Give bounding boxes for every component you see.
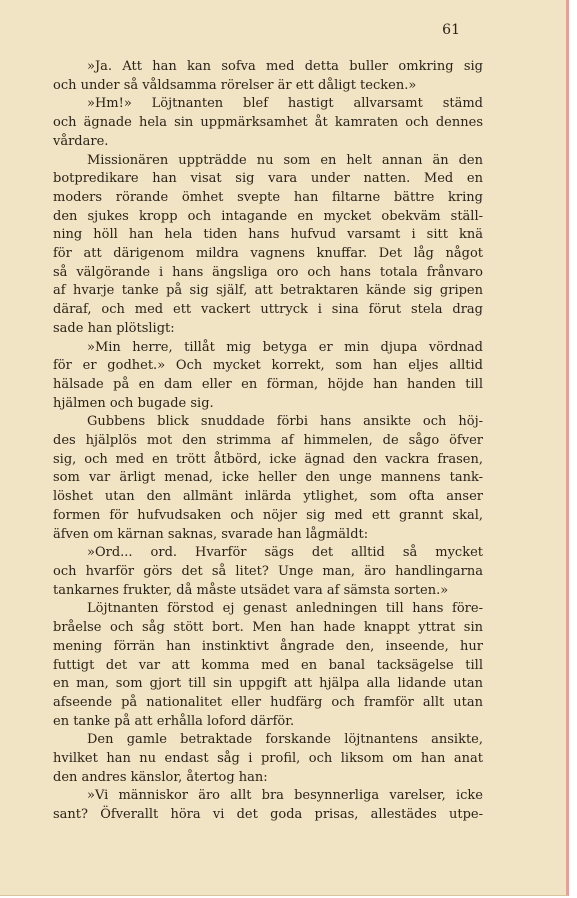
text-line: äfven om kärnan saknas, svarade han lågmäldt: [53, 526, 369, 542]
text-line: futtigt det var att komma med en banal tacksägelse till [53, 657, 483, 673]
text-line: sant? Öfverallt höra vi det goda prisas, allestädes utpe- [53, 807, 483, 823]
text-line: formen för hufvudsaken och nöjer sig med ett grannt skal, [53, 507, 483, 523]
text-line: för er godhet.» Och mycket korrekt, som han eljes alltid [53, 358, 483, 374]
text-line: af hvarje tanke på sig själf, att betraktaren kände sig gripen [53, 283, 483, 299]
text-line: des hjälplös mot den strimma af himmelen, de sågo öfver [53, 433, 483, 449]
text-line: hjälmen och bugade sig. [53, 395, 214, 411]
text-line: hvilket han nu endast såg i profil, och liksom om han anat [53, 751, 483, 767]
text-line: ning höll han hela tiden hans hufvud varsamt i sitt knä [53, 227, 483, 243]
text-line: mening förrän han instinktivt ångrade den, inseende, hur [53, 638, 483, 654]
text-line: sig, och med en trött åtbörd, icke ägnad den vackra frasen, [53, 451, 483, 467]
text-line: bråelse och såg stött bort. Men han hade knappt yttrat sin [53, 620, 483, 636]
text-line: »Ja. Att han kan sofva med detta buller omkring sig [87, 59, 483, 74]
body-text [53, 58, 483, 825]
text-line: »Ord... ord. Hvarför sägs det alltid så mycket [87, 545, 483, 561]
text-line: en man, som gjort till sin uppgift att hjälpa alla lidande utan [53, 676, 483, 692]
text-line: »Min herre, tillåt mig betyga er min djupa vördnad [87, 339, 483, 355]
text-line: och under så våldsamma rörelser är ett dåligt tecken.» [53, 77, 417, 93]
text-line: vårdare. [53, 133, 109, 149]
text-line: »Hm!» Löjtnanten blef hastigt allvarsamt stämd [87, 96, 483, 112]
text-line: den sjukes kropp och intagande en mycket obekväm ställ- [53, 208, 483, 224]
text-line: så välgörande i hans ängsliga oro och hans totala frånvaro [53, 264, 483, 280]
text-line: däraf, och med ett vackert uttryck i sina förut stela drag [53, 302, 483, 318]
text-line: en tanke på att erhålla loford därför. [53, 713, 295, 729]
text-line: som var ärligt menad, icke heller den unge mannens tank- [53, 470, 483, 486]
text-line: tankarnes frukter, då måste utsädet vara af sämsta sorten.» [53, 582, 449, 598]
text-line: sade han plötsligt: [53, 320, 175, 336]
text-line: löshet utan den allmänt inlärda ytlighet, som ofta anser [53, 489, 483, 505]
text-line: »Vi människor äro allt bra besynnerliga varelser, icke [87, 788, 483, 804]
text-line: Gubbens blick snuddade förbi hans ansikte och höj- [87, 414, 483, 430]
text-line: botpredikare han visat sig vara under natten. Med en [53, 171, 483, 187]
page-number: 61 [442, 22, 460, 38]
text-line: den andres känslor, återtog han: [53, 769, 268, 785]
text-line: moders rörande ömhet svepte han filtarne bättre kring [53, 189, 483, 205]
text-line: för att därigenom mildra vagnens knuffar. Det låg något [53, 246, 483, 262]
text-line: och ägnade hela sin uppmärksamhet åt kamraten och dennes [53, 115, 483, 131]
text-line: Missionären uppträdde nu som en helt annan än den [87, 152, 483, 168]
text-line: och hvarför görs det så litet? Unge man, äro handlingarna [53, 563, 483, 579]
text-line: hälsade på en dam eller en förman, höjde han handen till [53, 376, 483, 392]
text-line: afseende på nationalitet eller hudfärg och framför allt utan [53, 694, 483, 710]
text-line: Löjtnanten förstod ej genast anledningen till hans före- [87, 601, 483, 617]
text-line: Den gamle betraktade forskande löjtnantens ansikte, [87, 732, 483, 748]
